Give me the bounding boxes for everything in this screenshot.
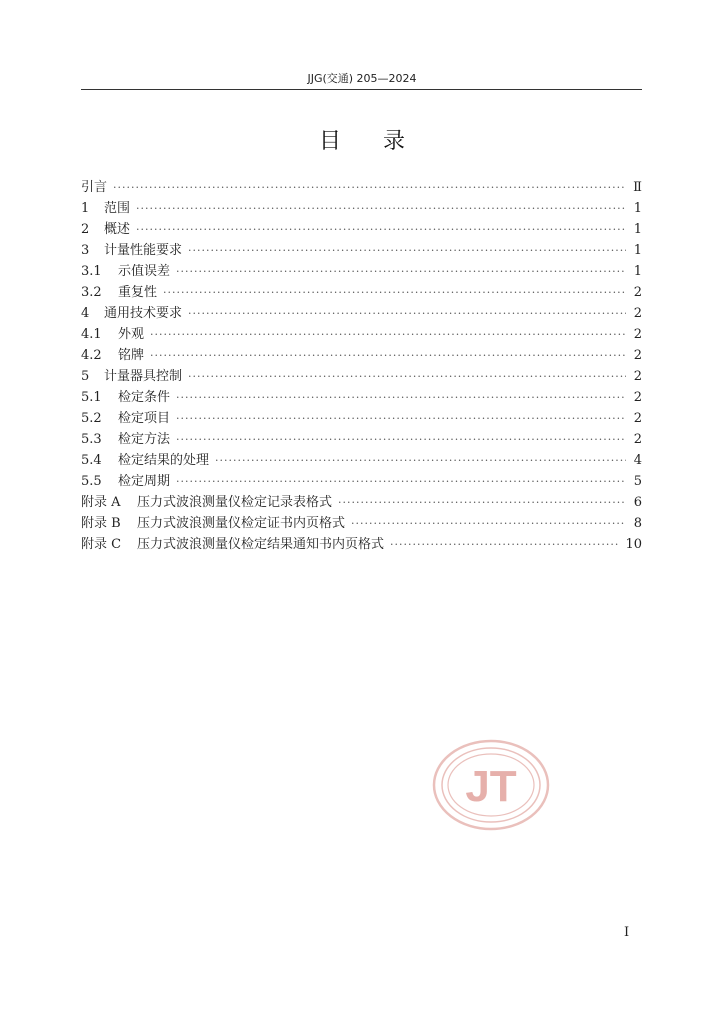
toc-entry[interactable] (81, 282, 642, 303)
toc-entry[interactable] (81, 429, 642, 450)
toc-entry-label: 范围 (104, 201, 131, 216)
toc-entry-label: 检定项目 (118, 411, 171, 426)
toc-leader-dots (351, 513, 626, 534)
toc-entry[interactable] (81, 471, 642, 492)
toc-entry-page: 1 (633, 264, 642, 279)
toc-leader-dots (390, 534, 619, 555)
toc-entry-label: 引言 (81, 180, 108, 195)
toc-entry[interactable] (81, 303, 642, 324)
toc-entry[interactable] (81, 219, 642, 240)
toc-entry[interactable] (81, 177, 642, 198)
toc-entry[interactable] (81, 345, 642, 366)
toc-entry[interactable] (81, 513, 642, 534)
toc-entry-label: 通用技术要求 (104, 306, 183, 321)
toc-entry[interactable] (81, 387, 642, 408)
toc-leader-dots (188, 303, 626, 324)
toc-entry-label: 检定方法 (118, 432, 171, 447)
toc-entry-page: 2 (633, 306, 642, 321)
page-number: I (624, 925, 630, 940)
toc-entry-number: 5 (81, 369, 90, 384)
toc-entry-label: 压力式波浪测量仪检定证书内页格式 (137, 516, 346, 531)
toc-entry-label: 检定条件 (118, 390, 171, 405)
toc-entry-label: 外观 (118, 327, 145, 342)
toc-entry-number: 3.2 (81, 285, 102, 300)
toc-entry[interactable] (81, 534, 642, 555)
running-header: JJG(交通) 205—2024 (307, 72, 417, 85)
toc-leader-dots (150, 324, 626, 345)
table-of-contents (81, 177, 642, 555)
svg-text:JT: JT (465, 762, 517, 811)
toc-leader-dots (176, 429, 626, 450)
toc-leader-dots (215, 450, 626, 471)
toc-entry-number: 5.1 (81, 390, 102, 405)
toc-leader-dots (188, 240, 626, 261)
toc-entry-page: 5 (633, 474, 642, 489)
toc-entry[interactable] (81, 198, 642, 219)
toc-entry-page: 1 (633, 201, 642, 216)
toc-leader-dots (163, 282, 626, 303)
toc-entry-number: 4 (81, 306, 90, 321)
toc-entry-label: 计量器具控制 (104, 369, 183, 384)
toc-entry-label: 计量性能要求 (104, 243, 183, 258)
toc-entry-number: 4.2 (81, 348, 102, 363)
toc-entry-page: 1 (633, 243, 642, 258)
toc-leader-dots (176, 408, 626, 429)
toc-entry-label: 重复性 (118, 285, 158, 300)
toc-entry-label: 概述 (104, 222, 131, 237)
toc-entry-number: 1 (81, 201, 90, 216)
toc-entry-page: Ⅱ (633, 180, 642, 195)
toc-leader-dots (188, 366, 626, 387)
toc-entry[interactable] (81, 240, 642, 261)
toc-entry-label: 示值误差 (118, 264, 171, 279)
toc-leader-dots (136, 219, 626, 240)
toc-leader-dots (150, 345, 626, 366)
toc-entry-label: 检定周期 (118, 474, 171, 489)
toc-entry-page: 2 (633, 285, 642, 300)
toc-entry[interactable] (81, 450, 642, 471)
toc-entry-page: 4 (633, 453, 642, 468)
toc-entry-label: 压力式波浪测量仪检定结果通知书内页格式 (137, 537, 385, 552)
toc-entry-page: 10 (625, 537, 642, 552)
toc-entry[interactable] (81, 408, 642, 429)
toc-entry-label: 压力式波浪测量仪检定记录表格式 (137, 495, 333, 510)
toc-entry-page: 2 (633, 327, 642, 342)
toc-entry-number: 3.1 (81, 264, 102, 279)
jt-watermark-stamp (432, 739, 550, 831)
toc-entry-page: 2 (633, 390, 642, 405)
toc-entry[interactable] (81, 366, 642, 387)
page-title: 目录 (318, 129, 447, 154)
toc-entry-page: 2 (633, 432, 642, 447)
toc-entry-number: 附录 B (81, 516, 121, 531)
toc-entry-number: 2 (81, 222, 90, 237)
toc-leader-dots (176, 387, 626, 408)
toc-entry[interactable] (81, 324, 642, 345)
toc-leader-dots (113, 177, 626, 198)
toc-entry-page: 2 (633, 369, 642, 384)
toc-entry-page: 8 (633, 516, 642, 531)
header-rule (81, 89, 642, 90)
toc-entry[interactable] (81, 261, 642, 282)
toc-entry-number: 5.3 (81, 432, 102, 447)
toc-entry-number: 3 (81, 243, 90, 258)
toc-entry-page: 6 (633, 495, 642, 510)
toc-leader-dots (176, 261, 626, 282)
toc-entry-number: 4.1 (81, 327, 102, 342)
toc-leader-dots (176, 471, 626, 492)
toc-leader-dots (136, 198, 626, 219)
toc-entry-number: 附录 A (81, 495, 121, 510)
toc-entry-page: 2 (633, 411, 642, 426)
toc-entry-number: 附录 C (81, 537, 122, 552)
toc-entry-label: 铭牌 (118, 348, 145, 363)
toc-leader-dots (338, 492, 626, 513)
toc-entry-page: 1 (633, 222, 642, 237)
toc-entry-number: 5.4 (81, 453, 102, 468)
toc-entry[interactable] (81, 492, 642, 513)
toc-entry-number: 5.5 (81, 474, 102, 489)
toc-entry-page: 2 (633, 348, 642, 363)
toc-entry-label: 检定结果的处理 (118, 453, 210, 468)
toc-entry-number: 5.2 (81, 411, 102, 426)
